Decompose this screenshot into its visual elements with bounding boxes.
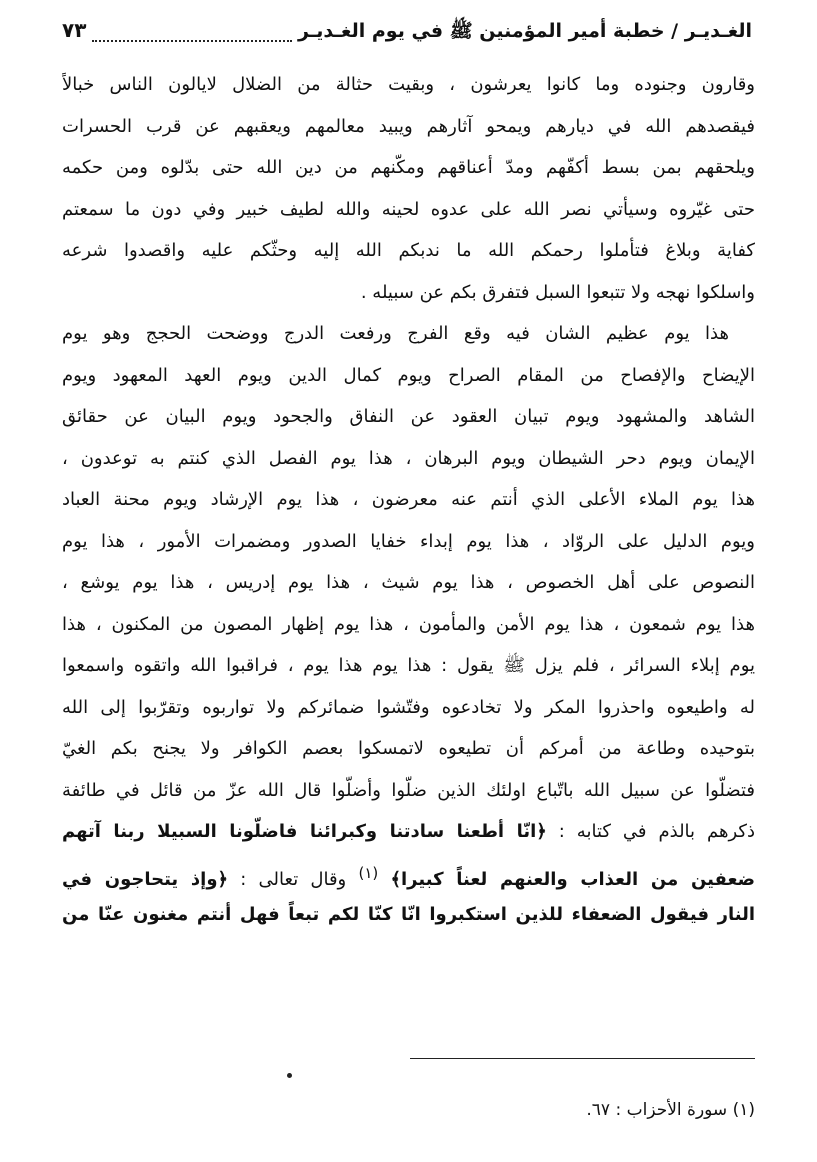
- text-line: الإيضاح والإفصاح من المقام الصراح ويوم كمال الدين ويوم العهد المعهود ويوم: [62, 364, 755, 386]
- text-line: له واطيعوه واحذروا المكر ولا تخادعوه وفتّشوا ضمائركم ولا تواربوه وتقرّبوا إلى الله: [62, 696, 755, 718]
- quran-quote: ﴿وإذ يتحاجون في: [62, 868, 229, 890]
- dotted-leader: [92, 28, 292, 42]
- text-line: كفاية وبلاغ فتأملوا رحمكم الله ما ندبكم الله إليه وحثّكم عليه واقصدوا شرعه: [62, 240, 755, 261]
- text-line: بتوحيده وطاعة من أمركم أن تطيعوه لاتمسكوا بعصم الكوافر ولا يجنح بكم الغيّ: [62, 738, 755, 759]
- text-line: النار فيقول الضعفاء للذين استكبروا انّا كنّا لكم تبعاً فهل أنتم مغنون عنّا من: [62, 904, 755, 925]
- text-line: حتى غيّروه وسيأتي نصر الله على عدوه لحينه والله لطيف خبير وفي دون ما سمعتم: [62, 198, 755, 220]
- text-line: الإيمان ويوم دحر الشيطان ويوم البرهان ، هذا يوم الفصل الذي كنتم به توعدون ،: [62, 447, 755, 469]
- footnote-ref: (١): [358, 863, 379, 882]
- text-line: النصوص على أهل الخصوص ، هذا يوم شيث ، هذا يوم إدريس ، هذا يوم يوشع ،: [62, 572, 755, 593]
- page-header: [62, 18, 752, 52]
- text-line: [62, 853, 755, 895]
- plain-text: وقال تعالى :: [240, 868, 347, 890]
- text-line: هذا يوم عظيم الشان فيه وقع الفرج ورفعت الدرج ووضحت الحجج وهو يوم: [62, 323, 729, 344]
- text-line: وقارون وجنوده وما كانوا يعرشون ، وبقيت حثالة من الضلال لايالون الناس خبالاً: [62, 74, 755, 95]
- text-line: هذا يوم شمعون ، هذا يوم الأمن والمأمون ، هذا يوم إظهار المصون من المكنون ، هذا: [62, 613, 755, 635]
- text-line: فتضلّوا عن سبيل الله باتّباع اولئك الذين ضلّوا وأضلّوا قال الله عزّ من قائل في طائفة: [62, 779, 755, 801]
- footnote-divider: [410, 1058, 755, 1059]
- quran-quote: ﴿انّا أطعنا سادتنا وكبرائنا فاضلّونا السبيلا ربنا آتهم: [62, 821, 547, 842]
- running-title: الغـديـر / خطبة أمير المؤمنين ﷺ في يوم الغـديـر: [297, 20, 752, 42]
- text-line: واسلكوا نهجه ولا تتبعوا السبل فتفرق بكم عن سبيله .: [360, 281, 755, 303]
- text-line: فيقصدهم الله في ديارهم ويمحو آثارهم ويبيد معالمهم ويعقبهم عن قرب الحسرات: [62, 115, 755, 137]
- text-line: [62, 811, 755, 853]
- text-line: ويوم الدليل على الروّاد ، هذا يوم إبداء خفايا الصدور ومضمرات الأمور ، هذا يوم: [62, 530, 755, 552]
- text-line: الشاهد والمشهود ويوم تبيان العقود عن النفاق والجحود ويوم البيان عن حقائق: [62, 406, 755, 427]
- body-text: [62, 64, 755, 936]
- dot-mark: [287, 1073, 292, 1078]
- page-number: ٧٣: [62, 18, 87, 42]
- footnote: (١) سورة الأحزاب : ٦٧.: [586, 1100, 755, 1120]
- plain-text: ذكرهم بالذم في كتابه :: [558, 821, 755, 842]
- text-line: يوم إبلاء السرائر ، فلم يزل ﷺ يقول : هذا يوم هذا يوم ، فراقبوا الله واتقوه واسمعوا: [62, 655, 755, 676]
- text-line: هذا يوم الملاء الأعلى الذي أنتم عنه معرضون ، هذا يوم الإرشاد ويوم محنة العباد: [62, 489, 755, 510]
- text-line: ويلحقهم بمن بسط أكفّهم ومدّ أعناقهم ومكّنهم من دين الله حتى بدّلوه ومن حكمه: [62, 157, 755, 178]
- quran-quote: ضعفين من العذاب والعنهم لعناً كبيرا﴾: [390, 868, 755, 890]
